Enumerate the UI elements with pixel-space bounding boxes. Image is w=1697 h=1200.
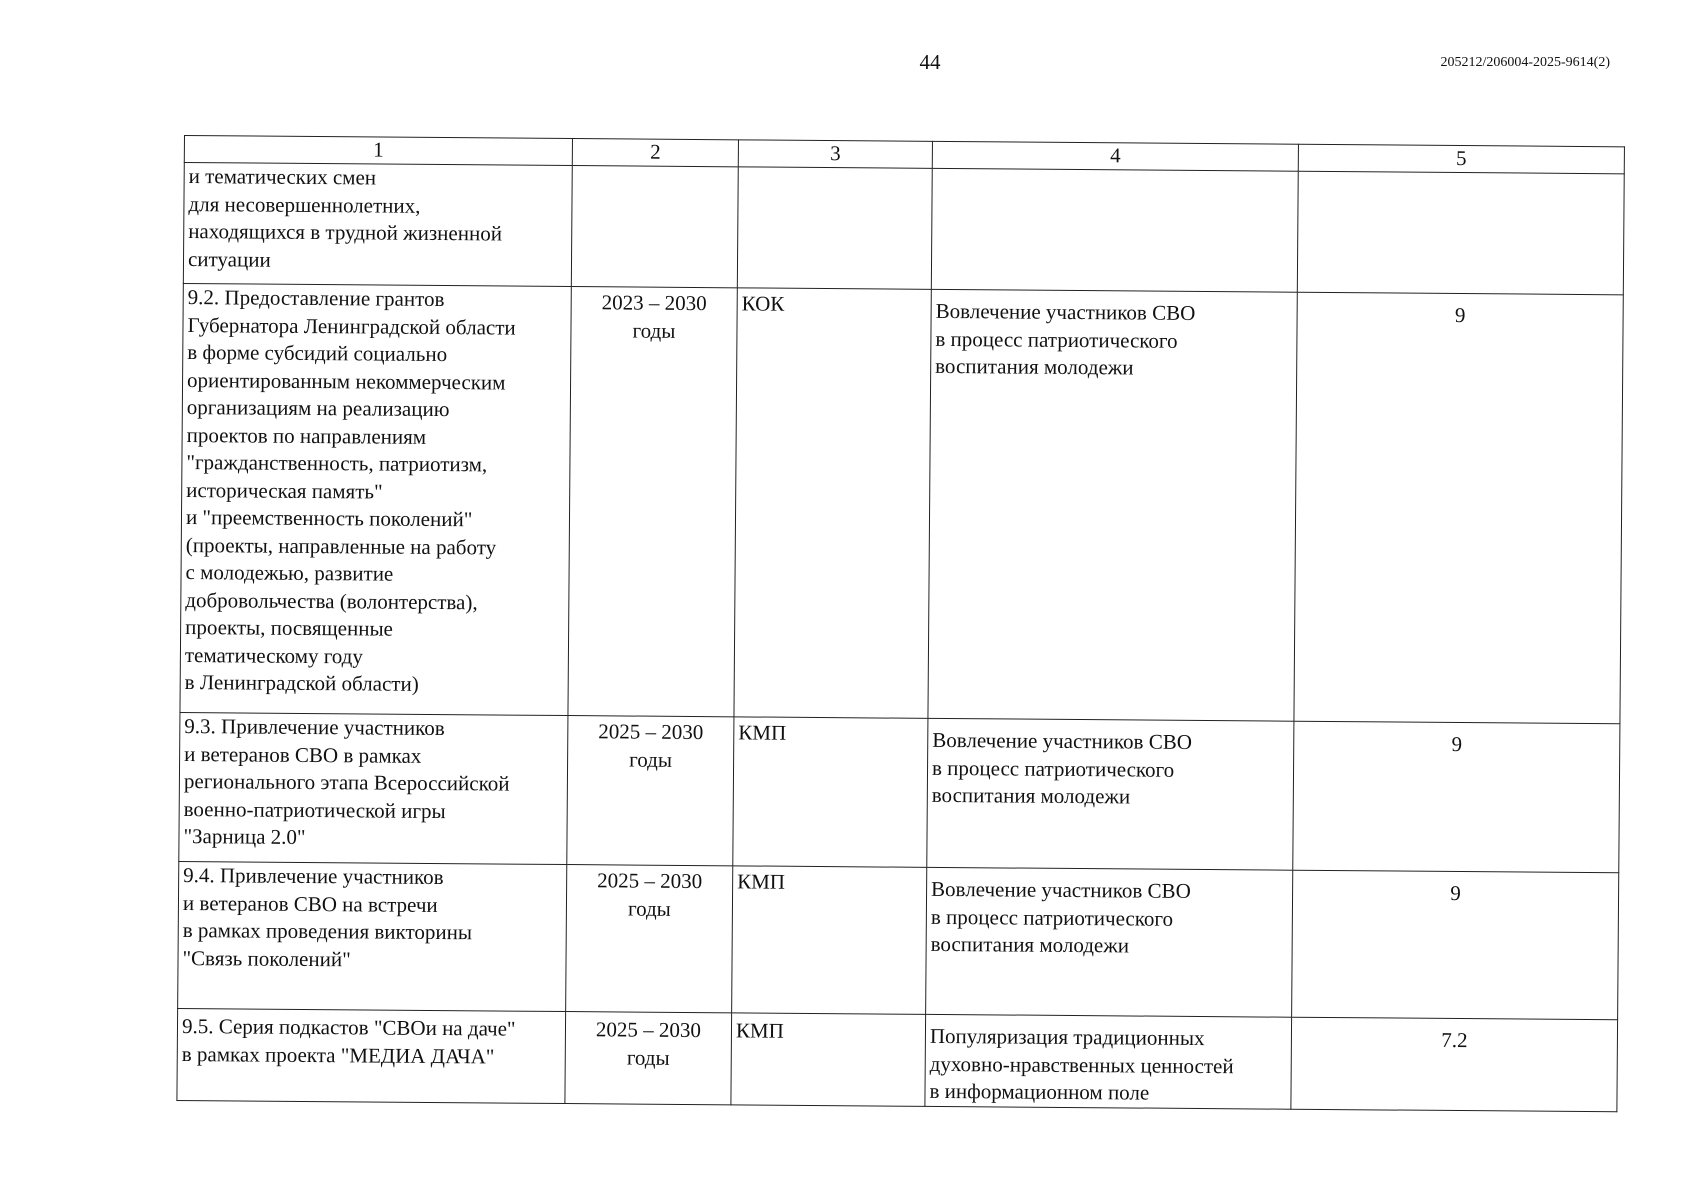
page-number: 44 [919, 50, 941, 74]
executor-cell: КМП [733, 717, 928, 868]
column-header-5: 5 [1298, 144, 1624, 174]
activity-name-cell: 9.4. Привлечение участников и ветеранов СВО на встречи в рамках проведения викторины "Связь поколений" [178, 861, 567, 1011]
activities-table-wrapper [176, 135, 1624, 1112]
activities-table [176, 135, 1625, 1112]
period-cell: 2023 – 2030 годы [568, 287, 737, 717]
table-row [180, 283, 1623, 723]
period-cell: 2025 – 2030 годы [567, 716, 734, 866]
indicator-cell: 9 [1293, 721, 1620, 873]
indicator-cell: 7.2 [1291, 1017, 1618, 1111]
result-cell: Вовлечение участников СВО в процесс патриотического воспитания молодежи [926, 867, 1293, 1017]
executor-cell [737, 167, 932, 290]
indicator-cell: 9 [1294, 292, 1623, 724]
document-code: 205212/206004-2025-9614(2) [1440, 55, 1610, 70]
period-cell: 2025 – 2030 годы [566, 865, 733, 1013]
table-row [179, 712, 1620, 872]
result-cell [931, 168, 1298, 292]
table-row [178, 861, 1619, 1019]
activity-name-cell: 9.3. Привлечение участников и ветеранов СВО в рамках регионального этапа Всероссийской военно-патриотической игры "Зарница 2.0" [179, 712, 568, 864]
result-cell: Вовлечение участников СВО в процесс патриотического воспитания молодежи [928, 289, 1297, 721]
result-cell: Популяризация традиционных духовно-нравственных ценностей в информационном поле [925, 1014, 1292, 1108]
activity-name-cell: 9.2. Предоставление грантов Губернатора Ленинградской области в форме субсидий социально ориентированным некоммерческим организациям на реализацию проектов по направлениям "гражданственность, патриотизм, историческая память" и "преемственность поколений" (проекты, направленные на работу с молодежью, развитие добровольчества (волонтерства), проекты, посвященные тематическому году в Ленинградской области) [180, 283, 571, 715]
column-header-3: 3 [738, 140, 932, 169]
period-cell [571, 166, 738, 288]
indicator-cell: 9 [1292, 870, 1619, 1020]
executor-cell: КМП [732, 866, 927, 1015]
period-cell: 2025 – 2030 годы [565, 1012, 732, 1105]
table-row [183, 163, 1624, 295]
executor-cell: КМП [731, 1013, 926, 1106]
activity-name-cell: и тематических смен для несовершеннолетних, находящихся в трудной жизненной ситуации [183, 163, 572, 287]
indicator-cell [1297, 171, 1624, 295]
column-header-2: 2 [572, 139, 738, 167]
column-header-4: 4 [932, 141, 1298, 171]
column-header-1: 1 [184, 136, 572, 166]
activity-name-cell: 9.5. Серия подкастов "СВОи на даче" в рамках проекта "МЕДИА ДАЧА" [177, 1008, 566, 1103]
table-row [177, 1008, 1618, 1111]
result-cell: Вовлечение участников СВО в процесс патриотического воспитания молодежи [927, 718, 1294, 870]
executor-cell: КОК [734, 288, 931, 719]
